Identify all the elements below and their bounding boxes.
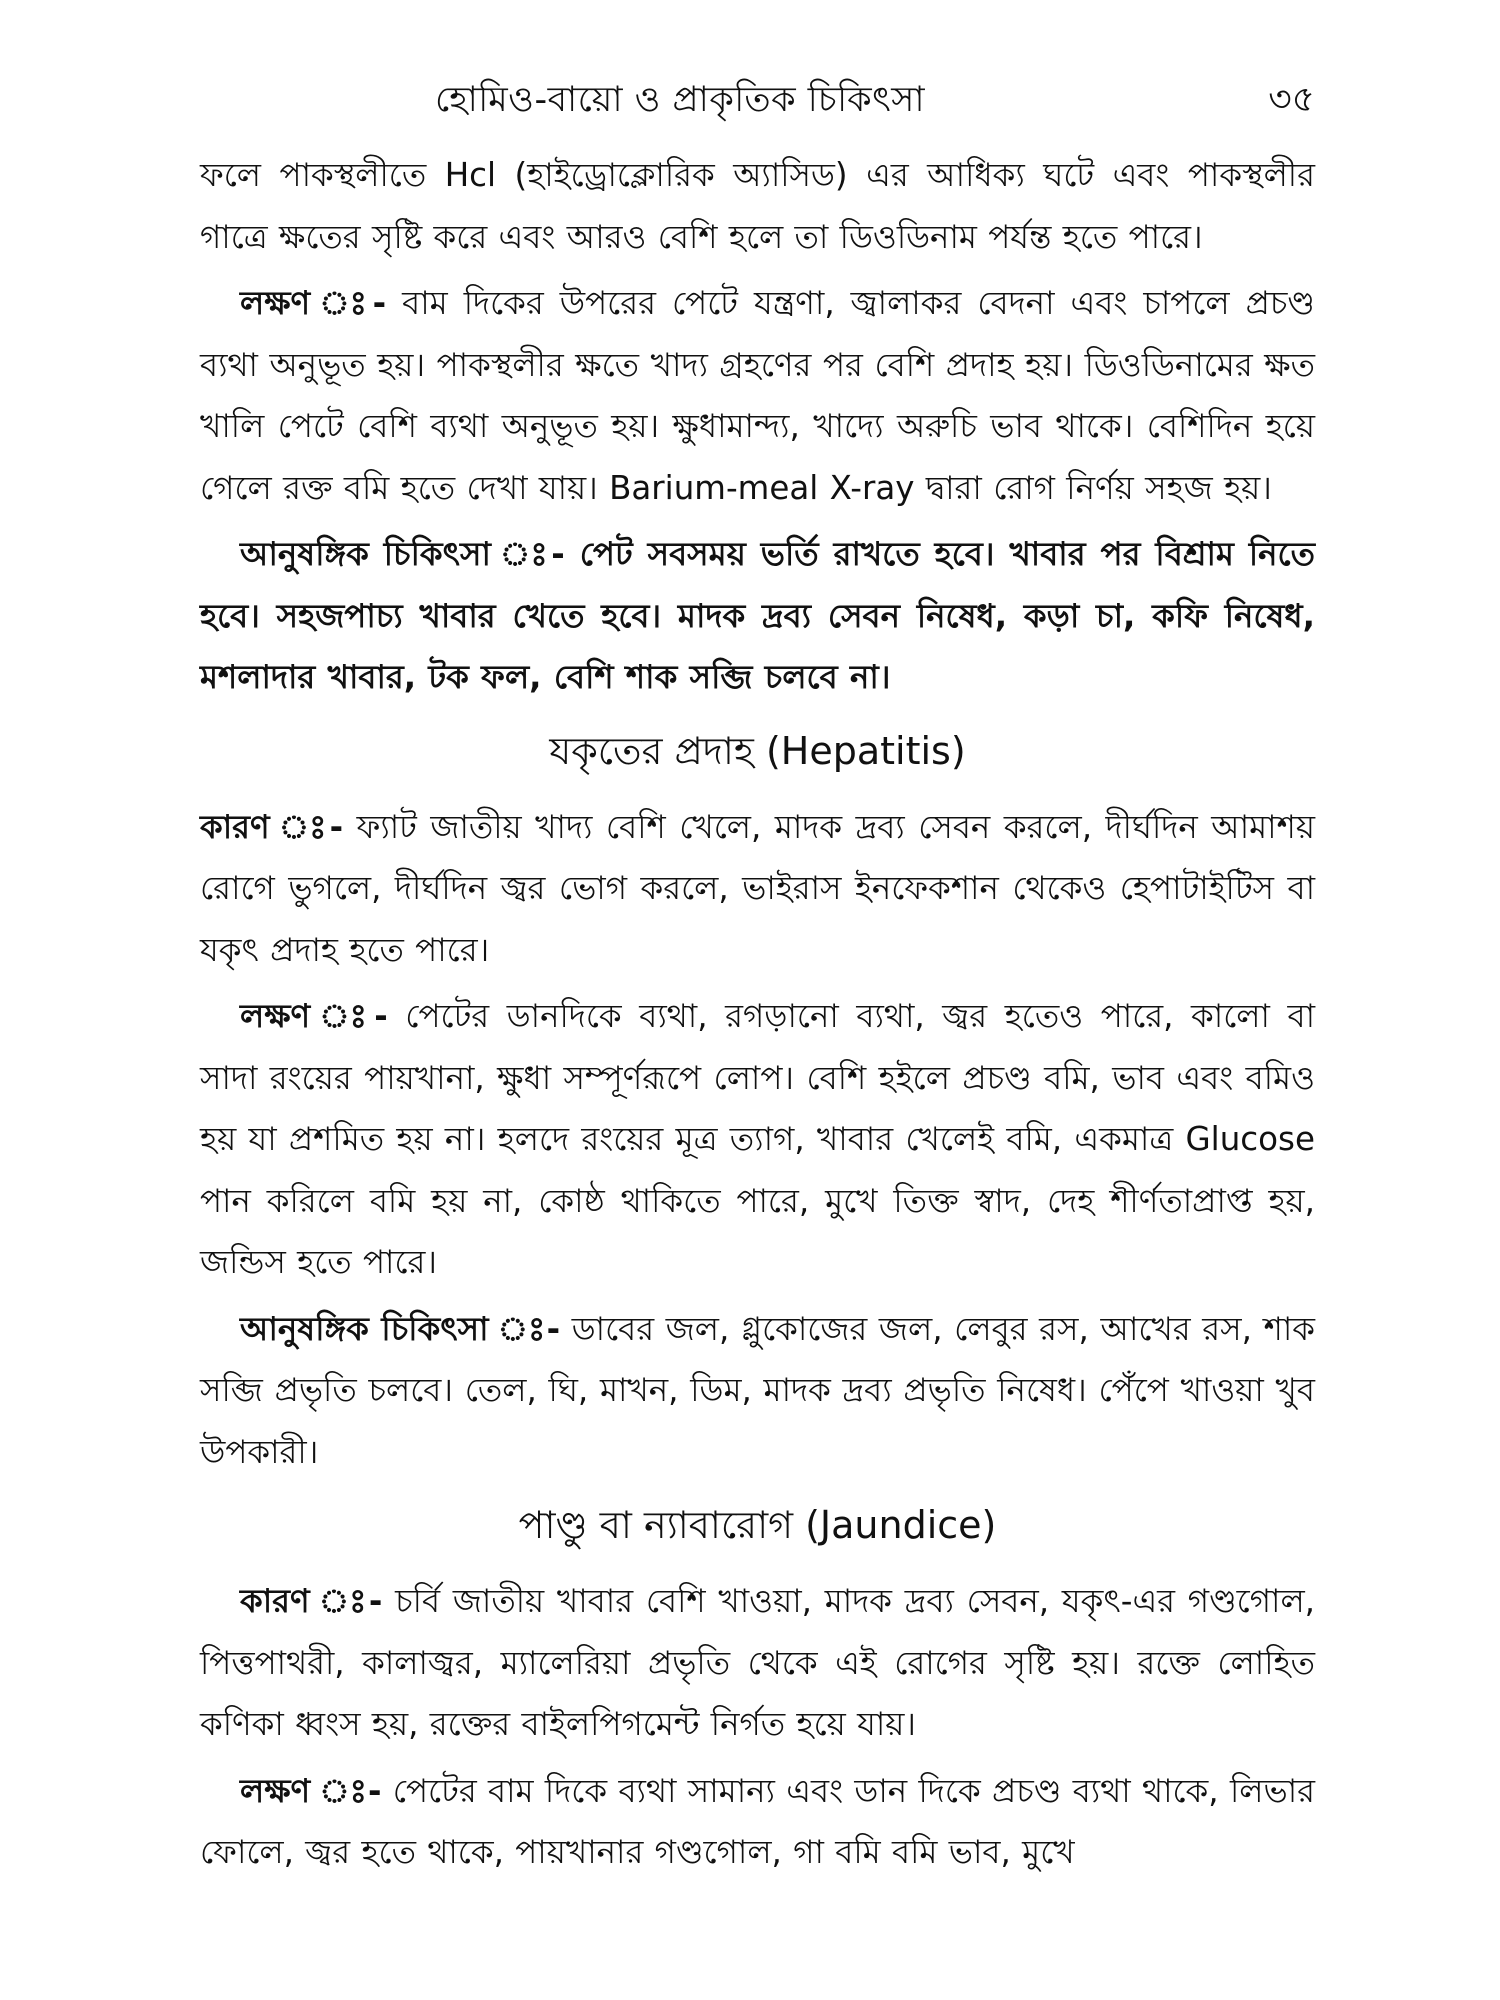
hepatitis-supportive-care	[200, 1299, 1315, 1484]
page-number: ৩৫	[1268, 79, 1315, 120]
ulcer-symptoms-text: বাম দিকের উপরের পেটে যন্ত্রণা, জ্বালাকর বেদনা এবং চাপলে প্রচণ্ড ব্যথা অনুভূত হয়। পাকস্থলীর ক্ষতে খাদ্য গ্রহণের পর বেশি প্রদাহ হয়। ডিওডিনামের ক্ষত খালি পেটে বেশি ব্যথা অনুভূত হয়। ক্ষুধামান্দ্য, খাদ্যে অরুচি ভাব থাকে। বেশিদিন হয়ে গেলে রক্ত বমি হতে দেখা যায়। Barium-meal X-ray দ্বারা রোগ নির্ণয় সহজ হয়।	[200, 284, 1315, 507]
ulcer-symptoms-label: লক্ষণ ঃ-	[240, 284, 387, 322]
jaundice-cause	[200, 1571, 1315, 1756]
running-header	[200, 70, 1315, 130]
jaundice-cause-text: চর্বি জাতীয় খাবার বেশি খাওয়া, মাদক দ্রব্য সেবন, যকৃৎ-এর গণ্ডগোল, পিত্তপাথরী, কালাজ্বর, ম্যালেরিয়া প্রভৃতি থেকে এই রোগের সৃষ্টি হয়। রক্তে লোহিত কণিকা ধ্বংস হয়, রক্তের বাইলপিগমেন্ট নির্গত হয়ে যায়।	[200, 1582, 1315, 1743]
hepatitis-cause	[200, 797, 1315, 982]
ulcer-cause-continued: ফলে পাকস্থলীতে Hcl (হাইড্রোক্লোরিক অ্যাসিড) এর আধিক্য ঘটে এবং পাকস্থলীর গাত্রে ক্ষতের সৃষ্টি করে এবং আরও বেশি হলে তা ডিওডিনাম পর্যন্ত হতে পারে।	[200, 156, 1315, 256]
hepatitis-symptoms	[200, 986, 1315, 1294]
jaundice-symptoms-label: লক্ষণ ঃ-	[240, 1771, 382, 1810]
hepatitis-cause-text: ফ্যাট জাতীয় খাদ্য বেশি খেলে, মাদক দ্রব্য সেবন করলে, দীর্ঘদিন আমাশয় রোগে ভুগলে, দীর্ঘদিন জ্বর ভোগ করলে, ভাইরাস ইনফেকশান থেকেও হেপাটাইটিস বা যকৃৎ প্রদাহ হতে পারে।	[200, 807, 1315, 969]
hepatitis-care-text: ডাবের জল, গ্লুকোজের জল, লেবুর রস, আখের রস, শাক সব্জি প্রভৃতি চলবে। তেল, ঘি, মাখন, ডিম, মাদক দ্রব্য প্রভৃতি নিষেধ। পেঁপে খাওয়া খুব উপকারী।	[200, 1309, 1315, 1471]
jaundice-heading: পাণ্ডু বা ন্যাবারোগ (Jaundice)	[518, 1503, 997, 1547]
jaundice-cause-label: কারণ ঃ-	[240, 1582, 383, 1620]
hepatitis-care-label: আনুষঙ্গিক চিকিৎসা ঃ-	[240, 1309, 561, 1348]
hepatitis-symptoms-label: লক্ষণ ঃ-	[240, 997, 388, 1035]
ulcer-supportive-care: আনুষঙ্গিক চিকিৎসা ঃ- পেট সবসময় ভর্তি রাখতে হবে। খাবার পর বিশ্রাম নিতে হবে। সহজপাচ্য খাবার খেতে হবে। মাদক দ্রব্য সেবন নিষেধ, কড়া চা, কফি নিষেধ, মশলাদার খাবার, টক ফল, বেশি শাক সব্জি চলবে না।	[200, 535, 1315, 696]
running-title: হোমিও-বায়ো ও প্রাকৃতিক চিকিৎসা	[435, 80, 926, 120]
jaundice-symptoms	[200, 1761, 1315, 1884]
hepatitis-cause-label: কারণ ঃ-	[200, 807, 344, 846]
hepatitis-symptoms-text: পেটের ডানদিকে ব্যথা, রগড়ানো ব্যথা, জ্বর হতেও পারে, কালো বা সাদা রংয়ের পায়খানা, ক্ষুধা সম্পূর্ণরূপে লোপ। বেশি হইলে প্রচণ্ড বমি, ভাব এবং বমিও হয় যা প্রশমিত হয় না। হলদে রংয়ের মূত্র ত্যাগ, খাবার খেলেই বমি, একমাত্র Glucose পান করিলে বমি হয় না, কোষ্ঠ থাকিতে পারে, মুখে তিক্ত স্বাদ, দেহ শীর্ণতাপ্রাপ্ত হয়, জন্ডিস হতে পারে।	[200, 997, 1315, 1281]
hepatitis-heading: যকৃতের প্রদাহ (Hepatitis)	[549, 728, 966, 773]
page-body	[200, 145, 1315, 1884]
jaundice-symptoms-text: পেটের বাম দিকে ব্যথা সামান্য এবং ডান দিকে প্রচণ্ড ব্যথা থাকে, লিভার ফোলে, জ্বর হতে থাকে, পায়খানার গণ্ডগোল, গা বমি বমি ভাব, মুখে	[200, 1771, 1316, 1871]
ulcer-symptoms	[200, 273, 1315, 519]
